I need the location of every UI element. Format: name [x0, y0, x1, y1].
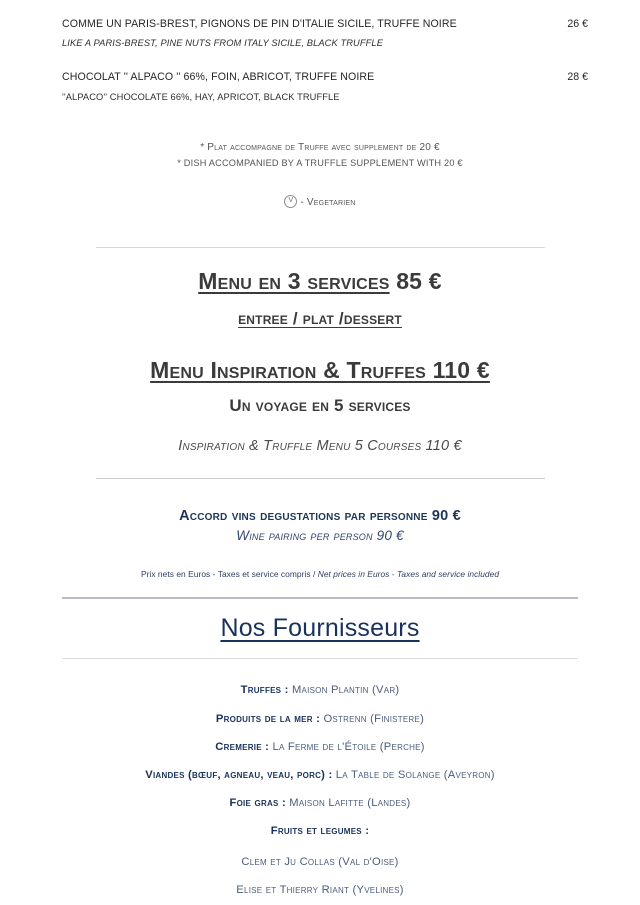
supplier-value: Clem et Ju Collas (Val d'Oise): [241, 855, 399, 868]
dish-price: 28 €: [567, 71, 588, 84]
supplier-value: Ostrenn (Finistere): [323, 712, 425, 725]
supplier-label: Foie gras :: [229, 797, 286, 810]
fine-print-en: Net prices in Euros - Taxes and service included: [317, 568, 500, 579]
formula-inspiration-subtitle-en: Inspiration & Truffle Menu 5 Courses 110 €: [178, 437, 462, 454]
supplier-row: [0, 885, 640, 896]
formula-3-services-title-text: Menu en 3 services: [198, 268, 390, 295]
formula-3-services-subtitle: entree / plat /dessert: [238, 308, 402, 328]
dish-row: [62, 70, 588, 84]
supplier-value: Elise et Thierry Riant (Yvelines): [236, 883, 404, 896]
wine-pairing-fr: Accord vins degustations par personne 90 €: [179, 507, 461, 524]
truffle-supplement-note-en: * DISH ACCOMPANIED BY A TRUFFLE SUPPLEMENT WITH 20 €: [177, 158, 463, 169]
dish-row: [62, 17, 588, 31]
vegetarian-legend: [0, 196, 640, 209]
truffle-supplement-note-fr: * Plat accompagne de Truffe avec supplement de 20 €: [200, 141, 440, 153]
supplier-row: [0, 714, 640, 725]
supplier-label: Cremerie :: [215, 740, 270, 753]
formula-section: [0, 248, 640, 478]
wine-pairing-section: [0, 479, 640, 579]
supplier-row: [0, 857, 640, 868]
formula-inspiration-title-text: Menu Inspiration & Truffes: [150, 356, 426, 383]
fine-print-fr: Prix nets en Euros - Taxes et service compris /: [140, 568, 318, 579]
dish-price: 26 €: [567, 18, 588, 30]
supplier-label: Viandes (bœuf, agneau, veau, porc) :: [145, 768, 333, 781]
dish-name: CHOCOLAT '' ALPACO '' 66%, FOIN, ABRICOT, TRUFFE NOIRE: [62, 71, 375, 84]
supplier-label: Produits de la mer :: [215, 712, 321, 725]
dish-name: COMME UN PARIS-BREST, PIGNONS DE PIN D'ITALIE SICILE, TRUFFE NOIRE: [62, 18, 457, 30]
formula-inspiration-title: [0, 358, 640, 383]
formula-3-services-title: [0, 269, 640, 294]
dish-list: [0, 0, 640, 102]
supplier-row: [0, 798, 640, 809]
divider-below-suppliers-title: [62, 658, 578, 659]
suppliers-title: Nos Fournisseurs: [220, 613, 420, 642]
vegetarian-icon: V: [284, 195, 297, 208]
supplier-value: Maison Lafitte (Landes): [289, 797, 411, 810]
dish-description: LIKE A PARIS-BREST, PINE NUTS FROM ITALY SICILE, BLACK TRUFFLE: [62, 38, 383, 49]
supplier-value: La Ferme de l'Étoile (Perche): [272, 740, 425, 753]
formula-3-services-price: 85 €: [396, 268, 442, 295]
formula-inspiration-price: 110 €: [432, 356, 490, 383]
formula-inspiration-subtitle: Un voyage en 5 services: [229, 395, 411, 415]
menu-notes: [0, 140, 640, 210]
wine-pairing-en: Wine pairing per person 90 €: [236, 527, 404, 543]
supplier-value: La Table de Solange (Aveyron): [335, 768, 495, 781]
dish-description: ''ALPACO'' CHOCOLATE 66%, HAY, APRICOT, BLACK TRUFFLE: [62, 91, 340, 102]
vegetarian-legend-label: - Vegetarien: [300, 197, 356, 209]
supplier-label: Truffes :: [240, 684, 289, 697]
dish-item: [62, 70, 588, 101]
supplier-row: [0, 742, 640, 753]
supplier-list: [0, 685, 640, 896]
supplier-row: [0, 685, 640, 696]
supplier-value: Maison Plantin (Var): [291, 684, 400, 697]
dish-item: [62, 17, 588, 48]
supplier-row: [0, 770, 640, 781]
supplier-label: Fruits et legumes :: [270, 825, 370, 838]
fine-print: [0, 569, 640, 579]
supplier-row: [0, 826, 640, 837]
